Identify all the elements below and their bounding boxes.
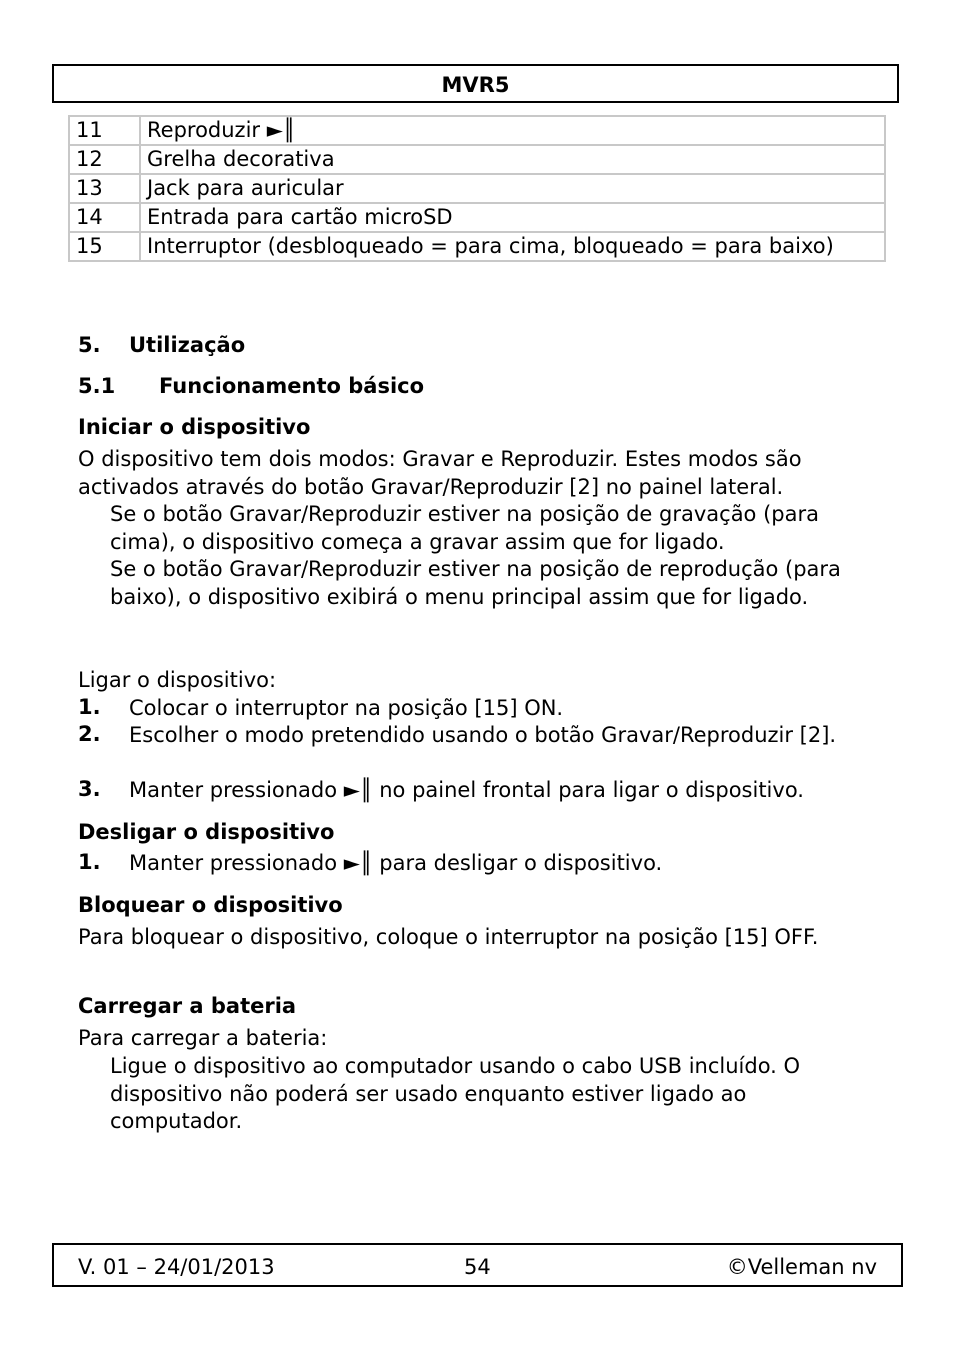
part-number: 15: [69, 232, 140, 261]
part-description: Jack para auricular: [140, 174, 885, 203]
table-row: [69, 116, 885, 145]
step-number: 1.: [78, 850, 101, 874]
charge-lead: Para carregar a bateria:: [78, 1026, 328, 1050]
start-intro-text: O dispositivo tem dois modos: Gravar e Reproduzir. Estes modos são activados através do botão Gravar/Reproduzir [2] no painel lateral.: [78, 447, 802, 499]
version-date: V. 01 – 24/01/2013: [78, 1255, 275, 1279]
step-text: Escolher o modo pretendido usando o botão Gravar/Reproduzir [2].: [129, 723, 837, 747]
step-number: 1.: [78, 695, 101, 719]
part-description: Entrada para cartão microSD: [140, 203, 885, 232]
page-footer: [52, 1243, 903, 1287]
page-number: 54: [464, 1255, 491, 1279]
subsection-number: 5.1: [78, 374, 116, 398]
heading-lock-device: Bloquear o dispositivo: [78, 893, 343, 917]
copyright: ©Velleman nv: [726, 1255, 877, 1279]
part-number: 11: [69, 116, 140, 145]
section-title: Utilização: [129, 333, 246, 357]
subsection-title: Funcionamento básico: [159, 374, 425, 398]
parts-table: [68, 115, 886, 262]
heading-charge-battery: Carregar a bateria: [78, 994, 297, 1018]
bullet-charge: Ligue o dispositivo ao computador usando o cabo USB incluído. O dispositivo não poderá ser usado enquanto estiver ligado ao computador.: [110, 1054, 801, 1133]
heading-start-device: Iniciar o dispositivo: [78, 415, 311, 439]
table-row: [69, 203, 885, 232]
section-number: 5.: [78, 333, 101, 357]
step-text: Manter pressionado ►║ no painel frontal para ligar o dispositivo.: [129, 778, 804, 802]
page-header: [52, 64, 899, 103]
table-row: [69, 145, 885, 174]
step-number: 2.: [78, 722, 101, 746]
part-number: 14: [69, 203, 140, 232]
step-number: 3.: [78, 777, 101, 801]
part-description: Interruptor (desbloqueado = para cima, bloqueado = para baixo): [140, 232, 885, 261]
bullet-play-mode: Se o botão Gravar/Reproduzir estiver na posição de reprodução (para baixo), o dispositivo exibirá o menu principal assim que for ligado.: [110, 557, 841, 609]
part-number: 13: [69, 174, 140, 203]
power-on-lead: Ligar o dispositivo:: [78, 668, 277, 692]
document-title: MVR5: [441, 73, 510, 97]
table-row: [69, 174, 885, 203]
bullet-record-mode: Se o botão Gravar/Reproduzir estiver na posição de gravação (para cima), o dispositivo começa a gravar assim que for ligado.: [110, 502, 819, 554]
table-row: [69, 232, 885, 261]
part-description: Grelha decorativa: [140, 145, 885, 174]
step-text: Colocar o interruptor na posição [15] ON.: [129, 696, 564, 720]
step-text: Manter pressionado ►║ para desligar o dispositivo.: [129, 851, 663, 875]
lock-text: Para bloquear o dispositivo, coloque o interruptor na posição [15] OFF.: [78, 925, 819, 949]
heading-power-off: Desligar o dispositivo: [78, 820, 335, 844]
part-number: 12: [69, 145, 140, 174]
part-description: Reproduzir ►║: [140, 116, 885, 145]
